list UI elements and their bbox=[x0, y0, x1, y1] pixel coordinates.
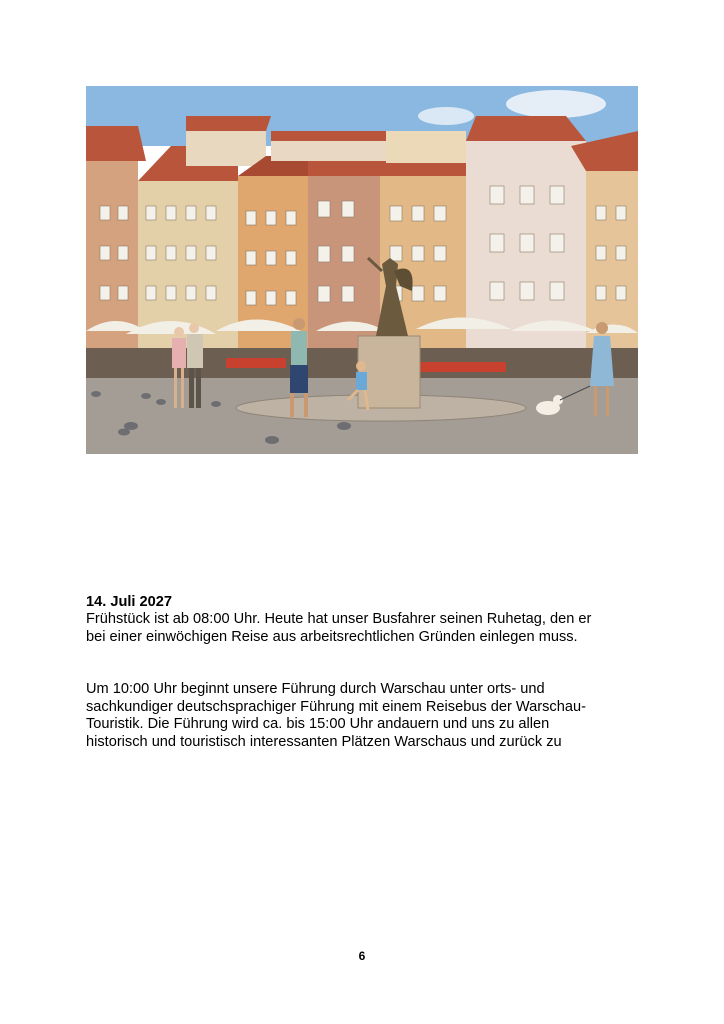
paragraph-line: sachkundiger deutschsprachiger Führung mit einem Reisebus der Warschau- bbox=[86, 698, 586, 715]
date-heading: 14. Juli 2027 bbox=[86, 594, 173, 610]
paragraph-line: Um 10:00 Uhr beginnt unsere Führung durch Warschau unter orts- und bbox=[86, 681, 545, 697]
guided-tour-paragraph bbox=[86, 681, 638, 751]
paragraph-line: bei einer einwöchigen Reise aus arbeitsrechtlichen Gründen einlegen muss. bbox=[86, 628, 578, 645]
old-town-market-square-photo bbox=[86, 86, 638, 454]
paragraph-line: Frühstück ist ab 08:00 Uhr. Heute hat unser Busfahrer seinen Ruhetag, den er bbox=[86, 611, 592, 627]
breakfast-paragraph bbox=[86, 611, 638, 646]
page-number: 6 bbox=[358, 949, 366, 963]
paragraph-line: Touristik. Die Führung wird ca. bis 15:00 Uhr andauern und uns zu allen bbox=[86, 716, 550, 733]
paragraph-line: historisch und touristisch interessanten Plätzen Warschaus und zurück zu bbox=[86, 733, 562, 750]
